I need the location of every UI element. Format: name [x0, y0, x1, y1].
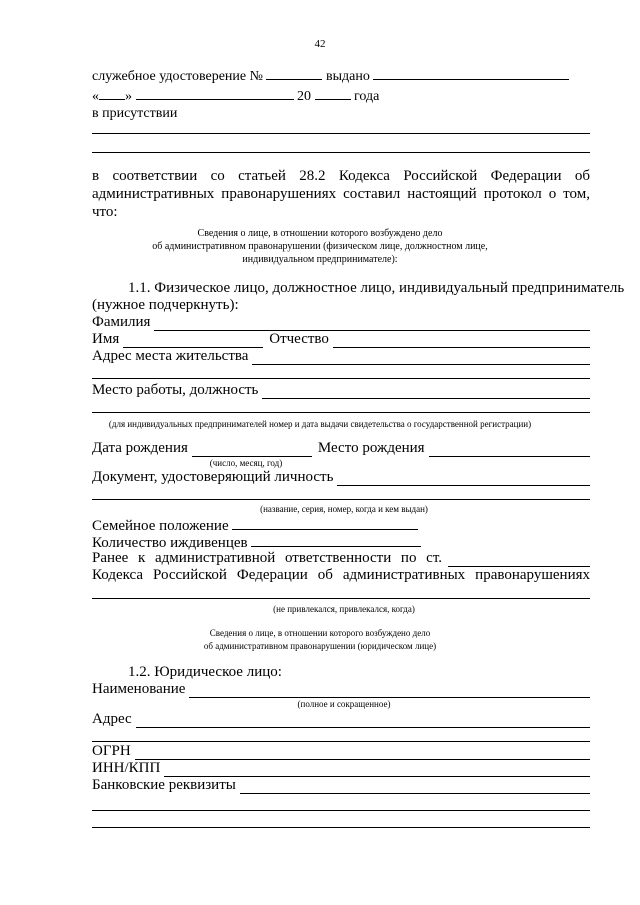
org-name-row	[92, 681, 590, 698]
family-field[interactable]	[232, 516, 418, 530]
org-name-field[interactable]	[189, 684, 590, 698]
day-field[interactable]	[99, 86, 125, 100]
document-row	[92, 469, 590, 486]
page-number: 42	[314, 38, 326, 50]
caption-2-line-1: Сведения о лице, в отношении которого возбуждено дело	[209, 628, 431, 638]
year-label: года	[354, 89, 380, 104]
ogrn-field[interactable]	[135, 746, 590, 760]
certificate-label: служебное удостоверение №	[92, 69, 263, 84]
caption-1-line-1: Сведения о лице, в отношении которого возбуждено дело	[197, 228, 443, 239]
section-1-title: 1.1. Физическое лицо, должностное лицо, индивидуальный предприниматель	[128, 280, 625, 296]
prior-note: (не привлекался, привлекался, когда)	[273, 604, 415, 614]
inn-field[interactable]	[164, 763, 590, 777]
work-field-2[interactable]	[92, 412, 590, 413]
year-prefix: 20	[297, 89, 311, 104]
presence-field-2[interactable]	[92, 152, 590, 153]
work-label: Место работы, должность	[92, 382, 259, 398]
surname-field[interactable]	[154, 317, 590, 331]
org-address-field-2[interactable]	[92, 741, 590, 742]
org-name-note: (полное и сокращенное)	[297, 699, 391, 709]
name-label: Имя	[92, 331, 120, 347]
prior-article-field[interactable]	[448, 553, 590, 567]
year-field[interactable]	[315, 86, 351, 100]
surname-row	[92, 314, 590, 331]
prior-label-2: Кодекса Российской Федерации об административных правонарушениях	[92, 567, 590, 583]
inn-row	[92, 760, 590, 777]
org-name-label: Наименование	[92, 681, 186, 697]
dependents-label: Количество иждивенцев	[92, 535, 248, 551]
month-field[interactable]	[136, 86, 294, 100]
birth-place-label: Место рождения	[317, 440, 425, 456]
org-address-row	[92, 711, 590, 728]
caption-1-line-3: индивидуальном предпринимателе):	[242, 254, 398, 265]
ip-note: (для индивидуальных предпринимателей номер и дата выдачи свидетельства о государственной регистрации)	[108, 419, 532, 429]
patronymic-field[interactable]	[333, 334, 590, 348]
org-address-field[interactable]	[136, 714, 590, 728]
section-1-subtitle: (нужное подчеркнуть):	[92, 297, 239, 313]
family-label: Семейное положение	[92, 518, 229, 534]
document-label: Документ, удостоверяющий личность	[92, 469, 334, 485]
birth-date-field[interactable]	[192, 443, 312, 457]
quote-open: «	[92, 89, 99, 104]
certificate-line	[92, 66, 592, 85]
section-2-title: 1.2. Юридическое лицо:	[128, 664, 282, 680]
bank-field-3[interactable]	[92, 827, 590, 828]
bank-field[interactable]	[240, 780, 590, 794]
issued-label: выдано	[325, 69, 370, 84]
address-field[interactable]	[252, 351, 590, 365]
bank-field-2[interactable]	[92, 810, 590, 811]
patronymic-label: Отчество	[269, 331, 329, 347]
bank-row	[92, 777, 590, 794]
document-field-2[interactable]	[92, 499, 590, 500]
issued-by-field[interactable]	[373, 66, 569, 80]
address-field-2[interactable]	[92, 378, 590, 379]
document-field[interactable]	[337, 472, 590, 486]
presence-label: в присутствии	[92, 106, 178, 121]
prior-field[interactable]	[92, 598, 590, 599]
prior-row-1	[92, 550, 590, 567]
document-note: (название, серия, номер, когда и кем выдан)	[260, 504, 428, 514]
certificate-number-field[interactable]	[266, 66, 322, 80]
caption-1-line-2: об административном правонарушении (физическом лице, должностном лице,	[152, 241, 488, 252]
prior-label-1: Ранее к административной ответственности по ст.	[92, 550, 442, 566]
birth-place-field[interactable]	[429, 443, 590, 457]
intro-line-3: что:	[92, 204, 118, 220]
caption-2-line-2: об административном правонарушении (юридическом лице)	[203, 641, 437, 651]
quote-close: »	[125, 89, 132, 104]
inn-label: ИНН/КПП	[92, 760, 161, 776]
name-field[interactable]	[123, 334, 263, 348]
name-row	[92, 331, 590, 348]
surname-label: Фамилия	[92, 314, 151, 330]
address-row	[92, 348, 590, 365]
ogrn-label: ОГРН	[92, 743, 131, 759]
birth-date-label: Дата рождения	[92, 440, 188, 456]
dependents-field[interactable]	[251, 533, 421, 547]
intro-line-2: административных правонарушениях составил настоящий протокол о том,	[92, 186, 590, 202]
ogrn-row	[92, 743, 590, 760]
presence-field-1[interactable]	[92, 133, 590, 134]
work-row	[92, 382, 590, 399]
address-label: Адрес места жительства	[92, 348, 249, 364]
bank-label: Банковские реквизиты	[92, 777, 236, 793]
org-address-label: Адрес	[92, 711, 132, 727]
intro-line-1: в соответствии со статьей 28.2 Кодекса Российской Федерации об	[92, 168, 590, 184]
work-field[interactable]	[262, 385, 590, 399]
date-line	[92, 86, 592, 105]
birth-note: (число, месяц, год)	[209, 458, 283, 468]
birth-row	[92, 440, 590, 457]
